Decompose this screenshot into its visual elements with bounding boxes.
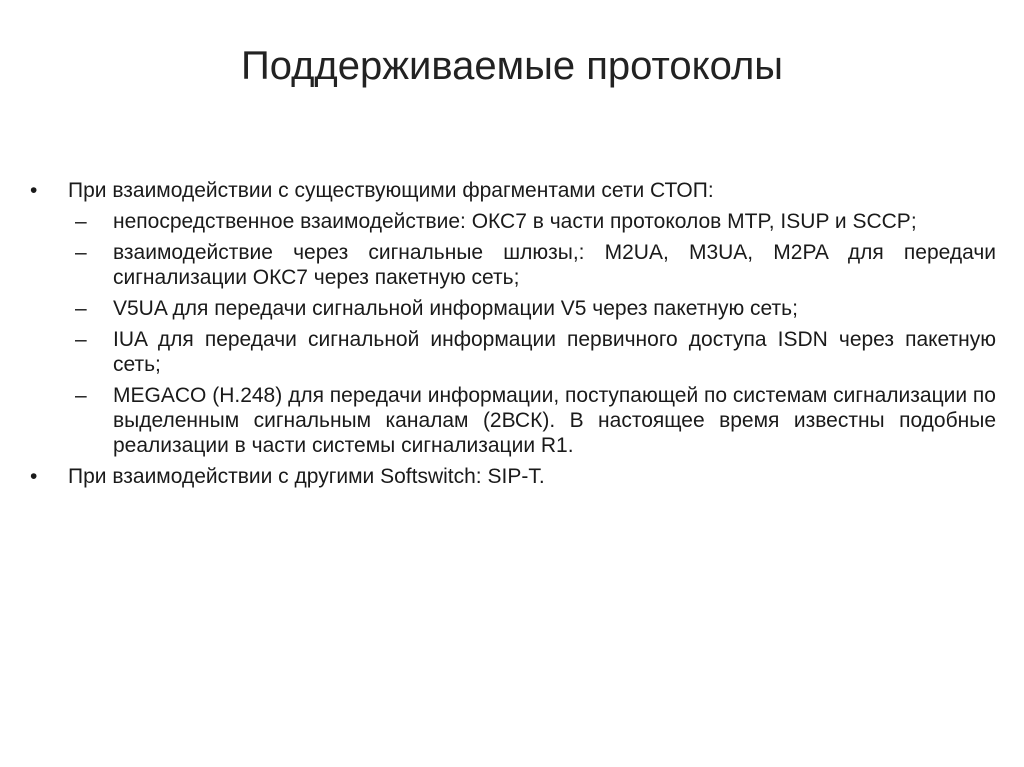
slide-body	[30, 178, 996, 495]
sub-item-text: IUA для передачи сигнальной информации первичного доступа ISDN через пакетную сеть;	[113, 328, 996, 376]
bullet-text: При взаимодействии с существующими фрагментами сети СТОП:	[68, 179, 714, 202]
bullet-item-softswitch	[30, 464, 996, 489]
sub-item-text: V5UA для передачи сигнальной информации V5 через пакетную сеть;	[113, 297, 798, 320]
sub-item-direct	[30, 209, 996, 234]
sub-item-megaco	[30, 383, 996, 458]
sub-list-stop	[30, 209, 996, 458]
sub-item-iua	[30, 327, 996, 377]
dash-icon: –	[75, 210, 87, 233]
sub-item-v5ua	[30, 296, 996, 321]
bullet-text: При взаимодействии с другими Softswitch: SIP-T.	[68, 465, 545, 488]
slide-title: Поддерживаемые протоколы	[240, 44, 784, 88]
sub-item-gateways	[30, 240, 996, 290]
bullet-icon: •	[30, 179, 38, 202]
dash-icon: –	[75, 297, 87, 320]
dash-icon: –	[75, 241, 87, 264]
sub-item-text: MEGACO (H.248) для передачи информации, поступающей по системам сигнализации по выделенным сигнальным каналам (2ВСК). В настоящее время известны подобные реализации в части системы сигнализации R1.	[113, 384, 996, 457]
sub-item-text: непосредственное взаимодействие: ОКС7 в части протоколов MTP, ISUP и SCCP;	[113, 210, 917, 233]
bullet-item-stop	[30, 178, 996, 203]
sub-item-text: взаимодействие через сигнальные шлюзы,: M2UA, M3UA, M2PA для передачи сигнализации ОКС7 через пакетную сеть;	[113, 241, 996, 289]
dash-icon: –	[75, 384, 87, 407]
bullet-icon: •	[30, 465, 38, 488]
dash-icon: –	[75, 328, 87, 351]
